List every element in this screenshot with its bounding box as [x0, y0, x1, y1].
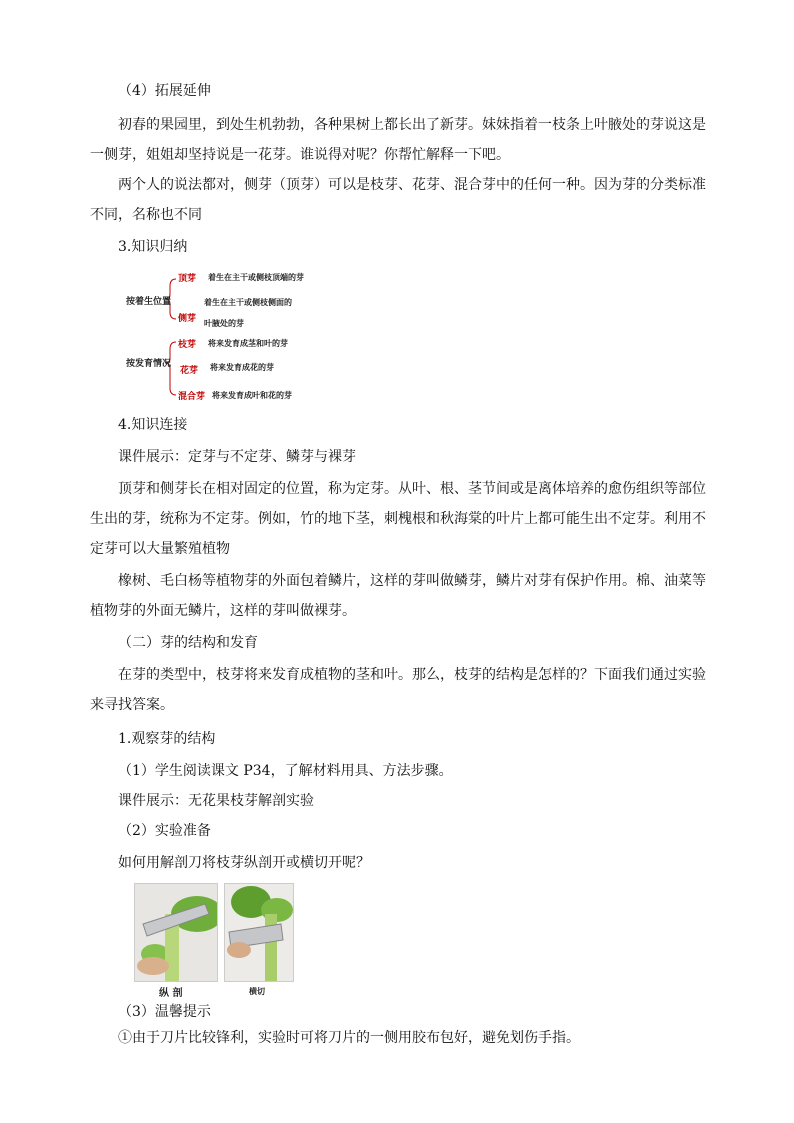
paragraph-line: 一侧芽，姐姐却坚持说是一花芽。谁说得对呢？你帮忙解释一下吧。 [90, 147, 510, 163]
desc-lateral-bud-l2: 叶腋处的芽 [204, 319, 244, 328]
section-heading-structure: （二）芽的结构和发育 [118, 635, 258, 651]
tip-line: ①由于刀片比较锋利，实验时可将刀片的一侧用胶布包好，避免划伤手指。 [118, 1030, 580, 1046]
step-line: （1）学生阅读课文 P34，了解材料用具、方法步骤。 [118, 763, 453, 779]
subheading-observe: 1.观察芽的结构 [118, 731, 216, 747]
paragraph-line: 顶芽和侧芽长在相对固定的位置，称为定芽。从叶、根、茎节间或是离体培养的愈伤组织等部位 [118, 481, 706, 497]
paragraph-line: 来寻找答案。 [90, 697, 174, 713]
section-heading-connection: 4.知识连接 [118, 417, 188, 433]
section-heading-summary: 3.知识归纳 [118, 239, 188, 255]
term-lateral-bud: 侧芽 [178, 314, 197, 324]
question-line: 如何用解剖刀将枝芽纵剖开或横切开呢？ [118, 855, 370, 871]
term-flower-bud: 花芽 [180, 366, 199, 376]
cross-section-photo [224, 883, 294, 982]
paragraph-line: 橡树、毛白杨等植物芽的外面包着鳞片，这样的芽叫做鳞芽，鳞片对芽有保护作用。棉、油菜等 [118, 573, 706, 589]
caption-longitudinal: 纵 剖 [159, 988, 183, 999]
paragraph-line: 植物芽的外面无鳞片，这样的芽叫做裸芽。 [90, 603, 356, 619]
paragraph-line: 在芽的类型中，枝芽将来发育成植物的茎和叶。那么，枝芽的结构是怎样的？下面我们通过实验 [118, 667, 706, 683]
paragraph-line: 不同，名称也不同 [90, 207, 202, 223]
step-line: （2）实验准备 [118, 823, 211, 839]
courseware-line: 课件展示：无花果枝芽解剖实验 [118, 793, 314, 809]
desc-lateral-bud-l1: 着生在主干或侧枝侧面的 [204, 298, 292, 307]
section-heading-extend: （4）拓展延伸 [118, 83, 211, 99]
term-mixed-bud: 混合芽 [178, 392, 206, 402]
desc-branch-bud: 将来发育成茎和叶的芽 [208, 339, 288, 348]
paragraph-line: 生出的芽，统称为不定芽。例如，竹的地下茎，刺槐根和秋海棠的叶片上都可能生出不定芽。利用不 [90, 511, 706, 527]
caption-cross: 横切 [249, 987, 265, 996]
desc-flower-bud: 将来发育成花的芽 [210, 363, 274, 372]
desc-terminal-bud: 着生在主干或侧枝顶端的芽 [208, 273, 304, 282]
paragraph-line: 两个人的说法都对，侧芽（顶芽）可以是枝芽、花芽、混合芽中的任何一种。因为芽的分类标准 [118, 177, 706, 193]
term-branch-bud: 枝芽 [178, 340, 197, 350]
courseware-line: 课件展示：定芽与不定芽、鳞芽与裸芽 [118, 449, 356, 465]
paragraph-line: 定芽可以大量繁殖植物 [90, 541, 230, 557]
diagram-braces [120, 266, 340, 406]
paragraph-line: 初春的果园里，到处生机勃勃，各种果树上都长出了新芽。妹妹指着一枝条上叶腋处的芽说这是 [118, 117, 706, 133]
bud-classification-diagram [120, 266, 340, 406]
category-by-development: 按发育情况 [126, 359, 172, 369]
term-terminal-bud: 顶芽 [178, 274, 197, 284]
category-by-position: 按着生位置 [126, 297, 172, 307]
longitudinal-section-photo [134, 883, 218, 982]
step-line: （3）温馨提示 [118, 1004, 211, 1020]
desc-mixed-bud: 将来发育成叶和花的芽 [212, 391, 292, 400]
